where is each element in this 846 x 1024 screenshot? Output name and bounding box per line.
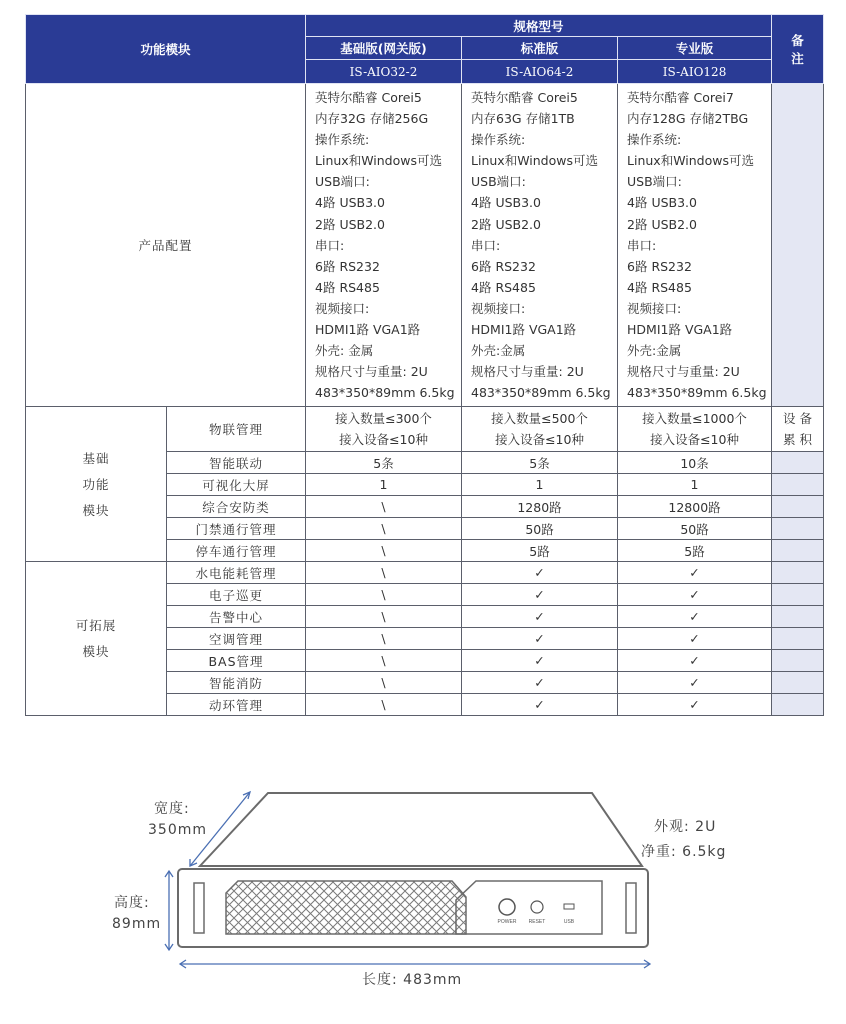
row-label: BAS管理: [167, 650, 306, 672]
product-config-row: [26, 84, 824, 407]
note-cell: [772, 496, 824, 518]
note-cell: [772, 562, 824, 584]
row-label: 水电能耗管理: [167, 562, 306, 584]
height-value: 89mm: [112, 916, 162, 932]
table-cell: 1: [618, 474, 772, 496]
check-cell: ✓: [462, 694, 618, 716]
row-label: 智能消防: [167, 672, 306, 694]
table-row: [26, 407, 824, 452]
check-cell: ✓: [618, 672, 772, 694]
check-cell: ✓: [462, 628, 618, 650]
edition-basic-name: 基础版(网关版): [306, 37, 462, 60]
weight-label: 净重: 6.5kg: [641, 844, 727, 860]
appearance-label: 外观: 2U: [654, 819, 717, 835]
row-label: 停车通行管理: [167, 540, 306, 562]
edition-standard-model: IS-AIO64-2: [505, 65, 574, 79]
check-cell: ✓: [462, 650, 618, 672]
config-standard: 英特尔酷睿 Corei5 内存63G 存储1TB 操作系统: Linux和Windows可选 USB端口: 4路 USB3.0 2路 USB2.0 串口: 6路 RS232 4路 RS485 视频接口: HDMI1路 VGA1路 外壳:金属 规格尺寸与重量: 2U 483*350*89mm 6.5kg: [462, 84, 618, 407]
row-label: 可视化大屏: [167, 474, 306, 496]
note-cell: [772, 474, 824, 496]
table-row: [26, 562, 824, 584]
note-cell: [772, 650, 824, 672]
check-cell: ✓: [618, 562, 772, 584]
reset-label: RESET: [528, 919, 546, 925]
note-cell: [772, 606, 824, 628]
row-label: 动环管理: [167, 694, 306, 716]
table-cell: 1280路: [462, 496, 618, 518]
table-cell: 12800路: [618, 496, 772, 518]
note-cell: [772, 518, 824, 540]
length-label: 长度: 483mm: [362, 972, 463, 988]
row-label: 智能联动: [167, 452, 306, 474]
note-cell: [772, 672, 824, 694]
table-cell: 1: [306, 474, 462, 496]
config-basic: 英特尔酷睿 Corei5 内存32G 存储256G 操作系统: Linux和Windows可选 USB端口: 4路 USB3.0 2路 USB2.0 串口: 6路 RS232 4路 RS485 视频接口: HDMI1路 VGA1路 外壳: 金属 规格尺寸与重量: 2U 483*350*89mm 6.5kg: [306, 84, 462, 407]
edition-pro-model: IS-AIO128: [662, 65, 727, 79]
note-cell: [772, 584, 824, 606]
power-label: POWER: [497, 919, 517, 925]
basic-module-label: 基础 功能 模块: [26, 407, 167, 562]
row-label: 物联管理: [167, 407, 306, 452]
row-label: 综合安防类: [167, 496, 306, 518]
table-cell: \: [306, 628, 462, 650]
spec-model-header: 规格型号: [306, 15, 772, 37]
config-pro: 英特尔酷睿 Corei7 内存128G 存储2TBG 操作系统: Linux和Windows可选 USB端口: 4路 USB3.0 2路 USB2.0 串口: 6路 RS232 4路 RS485 视频接口: HDMI1路 VGA1路 外壳:金属 规格尺寸与重量: 2U 483*350*89mm 6.5kg: [618, 84, 772, 407]
usb-label: USB: [563, 919, 575, 925]
note-cell: [772, 694, 824, 716]
function-module-header: 功能模块: [26, 15, 306, 84]
table-cell: 50路: [618, 518, 772, 540]
table-cell: \: [306, 584, 462, 606]
vent-grille: [226, 881, 466, 934]
remarks-header: 备 注: [772, 15, 824, 84]
row-label: 门禁通行管理: [167, 518, 306, 540]
note-cell: [772, 628, 824, 650]
chassis-top: [200, 793, 642, 866]
check-cell: ✓: [618, 606, 772, 628]
check-cell: ✓: [462, 606, 618, 628]
table-cell: \: [306, 518, 462, 540]
check-cell: ✓: [618, 628, 772, 650]
row-label: 告警中心: [167, 606, 306, 628]
table-cell: \: [306, 540, 462, 562]
product-config-label: 产品配置: [26, 84, 306, 407]
row-label: 空调管理: [167, 628, 306, 650]
table-cell: \: [306, 496, 462, 518]
table-cell: 1: [462, 474, 618, 496]
spec-table: [25, 14, 824, 716]
note-cell: [772, 540, 824, 562]
table-cell: \: [306, 672, 462, 694]
edition-standard-name: 标准版: [462, 37, 618, 60]
table-cell: \: [306, 694, 462, 716]
check-cell: ✓: [618, 694, 772, 716]
ext-module-label: 可拓展 模块: [26, 562, 167, 716]
table-cell: 接入数量≤1000个 接入设备≤10种: [618, 407, 772, 452]
table-cell: 50路: [462, 518, 618, 540]
table-cell: \: [306, 650, 462, 672]
edition-basic-model: IS-AIO32-2: [349, 65, 418, 79]
check-cell: ✓: [462, 584, 618, 606]
device-illustration: [0, 740, 846, 1024]
table-cell: \: [306, 562, 462, 584]
table-cell: 5路: [618, 540, 772, 562]
check-cell: ✓: [462, 672, 618, 694]
note-cell: [772, 452, 824, 474]
width-label: 宽度:: [154, 801, 190, 817]
config-note: [772, 84, 824, 407]
table-cell: 5条: [462, 452, 618, 474]
check-cell: ✓: [618, 584, 772, 606]
table-cell: 接入数量≤500个 接入设备≤10种: [462, 407, 618, 452]
table-cell: 5路: [462, 540, 618, 562]
row-label: 电子巡更: [167, 584, 306, 606]
check-cell: ✓: [618, 650, 772, 672]
table-cell: 10条: [618, 452, 772, 474]
height-label: 高度:: [114, 895, 150, 911]
accumulate-note: 设 备 累 积: [772, 407, 824, 452]
table-cell: 接入数量≤300个 接入设备≤10种: [306, 407, 462, 452]
width-value: 350mm: [148, 822, 207, 838]
table-cell: \: [306, 606, 462, 628]
edition-pro-name: 专业版: [618, 37, 772, 60]
check-cell: ✓: [462, 562, 618, 584]
table-cell: 5条: [306, 452, 462, 474]
